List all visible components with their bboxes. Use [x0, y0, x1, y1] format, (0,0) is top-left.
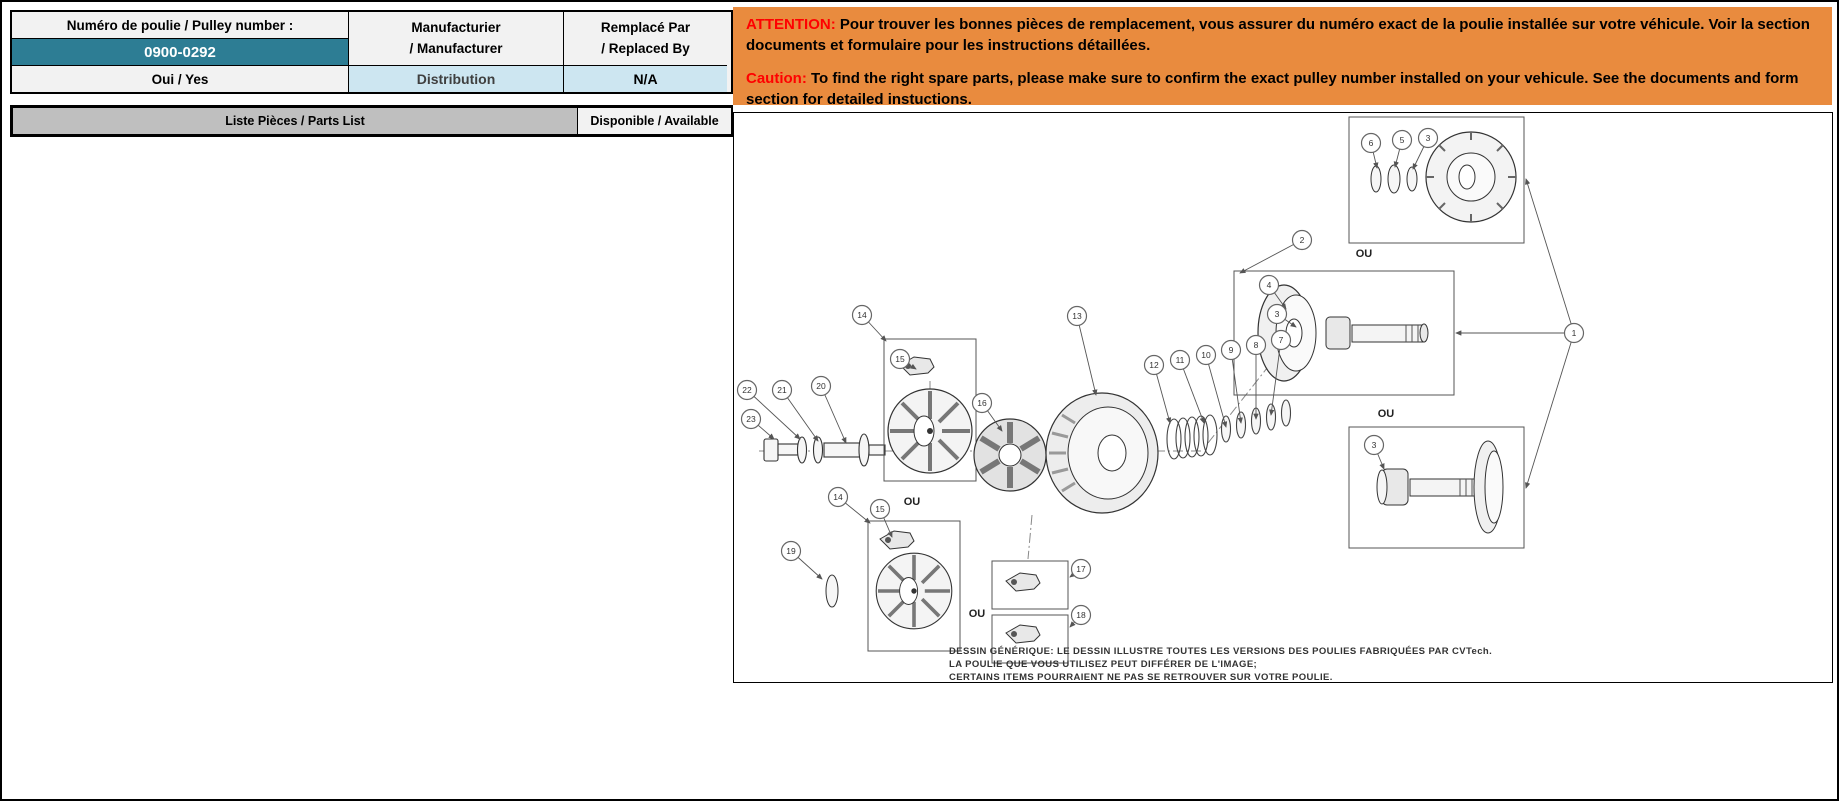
replaced-label-line1: Remplacé Par [600, 20, 691, 36]
retaining-bolt-assembly [764, 434, 885, 466]
attention-en-label: Caution: [746, 69, 807, 87]
manufacturer-value: Distribution [349, 66, 564, 92]
ou-label-masses: OU [968, 608, 986, 620]
callout-number: 17 [1076, 563, 1086, 574]
callout-number: 6 [1368, 137, 1374, 148]
ou-label-sheave-bottom: OU [1377, 408, 1395, 420]
callout-number: 4 [1266, 279, 1272, 290]
callout-number: 14 [833, 491, 843, 502]
pulley-exploded-diagram [734, 113, 1832, 682]
svg-text:DESSIN GÉNÉRIQUE: LE DESSIN IL: DESSIN GÉNÉRIQUE: LE DESSIN ILLUSTRE TOUTES LES VERSIONS DES POULIES FABRIQUÉES PAR CVTech. [949, 646, 1493, 657]
callout-number: 7 [1278, 334, 1284, 345]
attention-fr-text: Pour trouver les bonnes pièces de remplacement, vous assurer du numéro exact de la poulie installée sur votre véhicule. Voir la section documents et formulaire pour les instructions détaillées. [746, 16, 1810, 55]
callout-number: 3 [1425, 132, 1431, 143]
attention-en-text: To find the right spare parts, please make sure to confirm the exact pulley number installed on your vehicule. See the documents and form section for detailed instuctions. [746, 69, 1799, 108]
callout-number: 3 [1371, 439, 1377, 450]
callout-number: 13 [1072, 310, 1082, 321]
mass-option-box-c [992, 561, 1068, 609]
parts-list-title: Liste Pièces / Parts List [13, 108, 578, 135]
pulley-available-value: Oui / Yes [12, 66, 349, 92]
callout-number: 18 [1076, 609, 1086, 620]
callout-number: 3 [1274, 308, 1280, 319]
callout-number: 5 [1399, 134, 1405, 145]
pulley-header-table [10, 10, 733, 94]
callout-number: 11 [1175, 354, 1185, 365]
callout-number: 1 [1571, 327, 1577, 338]
callout-number: 23 [746, 413, 756, 424]
callout-number: 19 [786, 545, 796, 556]
attention-box [733, 7, 1832, 108]
callout-number: 15 [895, 353, 905, 364]
callout-number: 16 [977, 397, 987, 408]
generic-drawing-disclaimer [949, 646, 1492, 682]
attention-fr [746, 14, 1819, 57]
ou-label-sheave-top: OU [1355, 248, 1373, 260]
sliding-sheave-drum [1046, 393, 1158, 513]
callout-number: 21 [777, 384, 787, 395]
attention-fr-label: ATTENTION: [746, 16, 836, 33]
manufacturer-label-line2: / Manufacturer [409, 40, 503, 56]
callout-number: 20 [816, 380, 826, 391]
pulley-number-label: Numéro de poulie / Pulley number : [12, 12, 349, 39]
ou-label-caps: OU [903, 496, 921, 508]
parts-list-table [10, 105, 733, 137]
callout-number: 2 [1299, 234, 1305, 245]
callout-number: 15 [875, 503, 885, 514]
callout-number: 22 [742, 384, 752, 395]
available-column-header: Disponible / Available [578, 108, 732, 135]
callout-number: 10 [1201, 349, 1211, 360]
cap-variant-box-b [826, 521, 960, 651]
replaced-by-value: N/A [564, 66, 727, 92]
svg-text:CERTAINS ITEMS POURRAIENT NE P: CERTAINS ITEMS POURRAIENT NE PAS SE RETROUVER SUR VOTRE POULIE. [949, 672, 1333, 682]
svg-text:LA POULIE QUE VOUS UTILISEZ PE: LA POULIE QUE VOUS UTILISEZ PEUT DIFFÉRER DE L'IMAGE; [949, 659, 1258, 670]
manufacturer-label-line1: Manufacturier [411, 20, 501, 36]
callout-number: 12 [1149, 359, 1159, 370]
manufacturer-header [349, 12, 564, 66]
exploded-diagram-panel [733, 112, 1833, 683]
attention-en [746, 68, 1819, 111]
callout-number: 9 [1228, 344, 1234, 355]
replaced-label-line2: / Replaced By [601, 40, 690, 56]
callout-number: 8 [1253, 339, 1259, 350]
pulley-number-value: 0900-0292 [12, 39, 349, 66]
replaced-by-header [564, 12, 727, 66]
callout-number: 14 [857, 309, 867, 320]
centrifugal-mass-spider [974, 419, 1046, 491]
